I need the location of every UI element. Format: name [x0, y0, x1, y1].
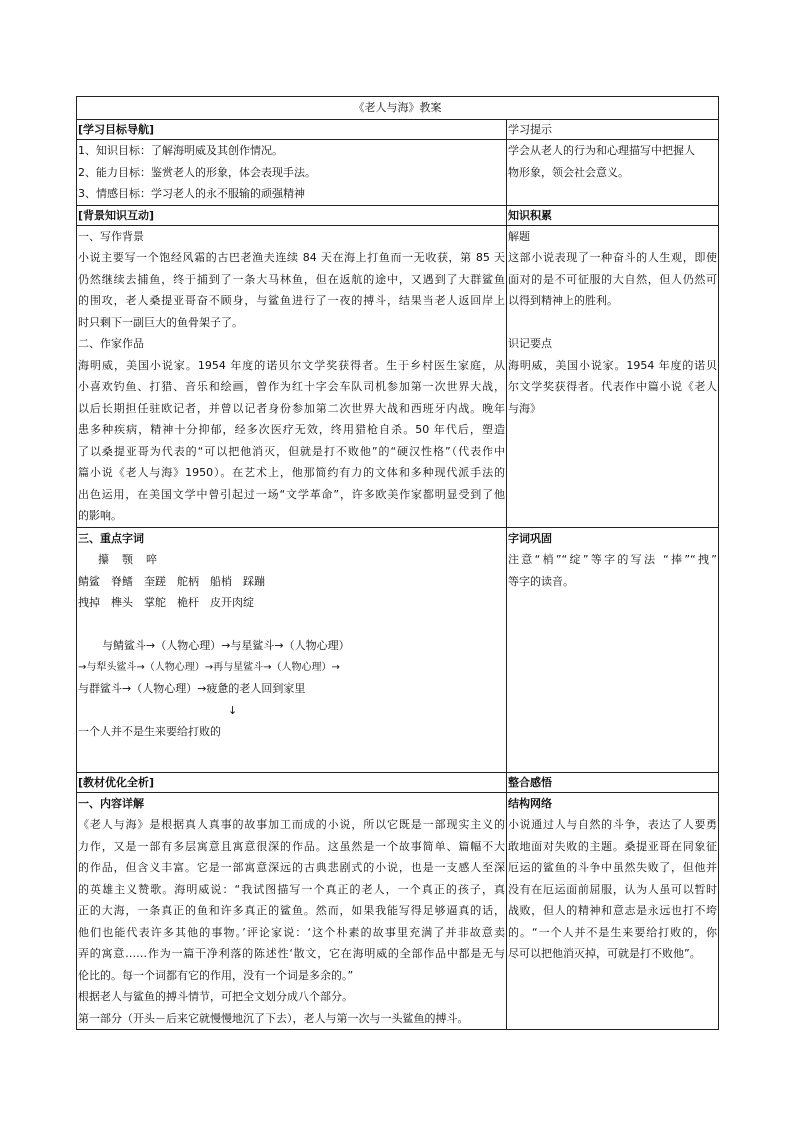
knowledge-line: 识记要点	[508, 337, 552, 350]
learning-tips-header: 学习提示	[507, 120, 719, 140]
key-words-cell	[77, 527, 507, 772]
learning-tips-cell	[507, 140, 719, 206]
content-analysis-cell	[77, 792, 507, 1030]
structure-line: 没有在厄运面前屈服，认为人虽可以暂时	[508, 882, 717, 896]
structure-cell	[507, 792, 719, 1030]
tip-line: 物形象，领会社会意义。	[508, 165, 629, 179]
word-review-cell	[507, 527, 719, 772]
lesson-plan-document	[76, 96, 718, 1030]
down-arrow-icon: ↓	[228, 703, 238, 717]
analysis-line: 根据老人与鲨鱼的搏斗情节，可把全文划分成八个部分。	[78, 990, 353, 1003]
analysis-line: 他们也能代表许多其他的事物。’评论家说：‘这个朴素的故事里充满了并非故意卖	[78, 925, 505, 939]
goal-line: 3、情感目标：学习老人的永不服输的顽强精神	[78, 187, 305, 200]
plot-flow	[78, 635, 505, 743]
word-line: 鲭鲨 脊鳍 奎蹉 舵柄 船梢 踩蹦	[78, 574, 265, 588]
learning-goals-cell	[77, 140, 507, 206]
section-3-row	[77, 527, 719, 772]
word-line: 攥 颚 啐	[98, 553, 158, 566]
background-line: 仍然继续去捕鱼，终于捕到了一条大马林鱼，但在返航的途中，又遇到了大群鲨鱼	[78, 272, 505, 286]
background-line: 小说主要写一个饱经风霜的古巴老渔夫连续 84 天在海上打鱼而一无收获，第 85 天	[78, 251, 505, 264]
analysis-line: 正的大海，一条真正的鱼和许多真正的鲨鱼。然而，如果我能写得足够逼真的话，	[78, 904, 505, 917]
background-line: 一、写作背景	[78, 229, 144, 243]
structure-line: 战败，但人的精神和意志是永远也打不垮	[508, 904, 717, 917]
analysis-line: 力作，又是一部有多层寓意且寓意很深的作品。这虽然是一个故事简单、篇幅不大	[78, 839, 505, 853]
knowledge-line: 解题	[508, 229, 530, 243]
flow-line: →与犁头鲨斗→（人物心理）→再与星鲨斗→（人物心理）→	[78, 661, 340, 673]
background-line: 小喜欢钓鱼、打猎、音乐和绘画，曾作为红十字会车队司机参加第一次世界大战，	[78, 380, 505, 393]
flow-line: 一个人并不是生来要给打败的	[78, 725, 221, 738]
background-line: 以后长期担任驻欧记者，并曾以记者身份参加第二次世界大战和西班牙内战。晚年	[78, 401, 505, 415]
analysis-line: 第一部分（开头－后来它就慢慢地沉了下去），老人与第一次与一头鲨鱼的搏斗。	[78, 1011, 469, 1025]
knowledge-line: 面对的是不可征服的大自然，但人仍然可	[508, 272, 717, 286]
background-line: 的围攻，老人桑提亚哥奋不顾身，与鲨鱼进行了一夜的搏斗，结果当老人返回岸上	[78, 294, 505, 307]
section-4-header-row	[77, 772, 719, 792]
analysis-line: 《老人与海》是根据真人真事的故事加工而成的小说，所以它既是一部现实主义的	[78, 818, 505, 831]
knowledge-line: 以得到精神上的胜利。	[508, 294, 618, 307]
section-1-header-row	[77, 120, 719, 140]
structure-line: 敢地面对失败的主题。桑提亚哥在同象征	[508, 839, 717, 853]
key-words-header: 三、重点字词	[78, 531, 144, 545]
lesson-plan-table	[76, 96, 719, 1030]
word-review-line: 等字的读音。	[508, 574, 574, 588]
background-header: [背景知识互动]	[77, 205, 507, 225]
background-line: 了以桑提亚哥为代表的“可以把他消灭，但就是打不败他”的“硬汉性格”（代表作中	[78, 444, 505, 458]
section-1-body-row	[77, 140, 719, 206]
structure-subheader: 结构网络	[508, 796, 552, 810]
document-title: 《老人与海》教案	[77, 97, 719, 120]
knowledge-line: 海明威，美国小说家。1954 年度的诺贝	[508, 358, 717, 372]
analysis-line: 伦比的。每一个词都有它的作用，没有一个词是多余的。”	[78, 968, 354, 982]
background-line: 海明威，美国小说家。1954 年度的诺贝尔文学奖获得者。生于乡村医生家庭，从	[78, 358, 505, 372]
background-line: 二、作家作品	[78, 337, 144, 350]
structure-line: 小说通过人与自然的斗争，表达了人要勇	[508, 818, 717, 831]
section-2-header-row	[77, 205, 719, 225]
analysis-line: 弄的寓意……作为一篇干净利落的陈述性‘散文，它在海明威的全部作品中都是无与	[78, 947, 505, 960]
knowledge-line: 这部小说表现了一种奋斗的人生观，即使	[508, 251, 717, 264]
content-subheader: 一、内容详解	[78, 796, 144, 810]
knowledge-header: 知识积累	[507, 205, 719, 225]
structure-line: 厄运的鲨鱼的斗争中虽然失败了，但他并	[508, 861, 717, 874]
title-row	[77, 97, 719, 120]
background-line: 篇小说《老人与海》1950）。在艺术上，他那简约有力的文体和多种现代派手法的	[78, 466, 505, 479]
background-cell	[77, 225, 507, 527]
word-line: 拽掉 榫头 掌舵 桅杆 皮开肉绽	[78, 596, 254, 609]
knowledge-line: 尔文学奖获得者。代表作中篇小说《老人	[508, 380, 717, 393]
background-line: 出色运用，在美国文学中曾引起过一场“文学革命”，许多欧美作家都明显受到了他	[78, 487, 505, 501]
analysis-line: 的英雄主义赞歌。海明威说：“我试图描写一个真正的老人，一个真正的孩子，真	[78, 882, 505, 896]
analysis-header: [教材优化全析]	[77, 772, 507, 792]
section-4-body-row	[77, 792, 719, 1030]
structure-line: 的。“一个人并不是生来要给打败的，你	[508, 925, 717, 939]
goal-line: 1、知识目标：了解海明威及其创作情况。	[78, 144, 283, 157]
knowledge-line: 与海》	[508, 401, 541, 415]
synthesis-header: 整合感悟	[507, 772, 719, 792]
goal-line: 2、能力目标：鉴赏老人的形象，体会表现手法。	[78, 165, 316, 179]
knowledge-spacer	[508, 312, 717, 334]
tip-line: 学会从老人的行为和心理描写中把握人	[508, 144, 695, 157]
background-line: 时只剩下一副巨大的鱼骨架子了。	[78, 315, 243, 329]
flow-line: 与群鲨斗→（人物心理）→疲惫的老人回到家里	[78, 682, 306, 695]
section-2-body-row	[77, 225, 719, 527]
knowledge-cell	[507, 225, 719, 527]
flow-spacer	[78, 614, 505, 636]
background-line: 患多种疾病，精神十分抑郁，经多次医疗无效，终用猎枪自杀。50 年代后，塑造	[78, 423, 505, 436]
structure-line: 尽可以把他消灭掉，可就是打不败他”。	[508, 947, 701, 960]
word-review-line: 注意“梢”“绽”等字的写法 “捧”“拽”	[508, 553, 717, 566]
background-line: 的影响。	[78, 509, 122, 522]
flow-line: 与鲭鲨斗→（人物心理）→与星鲨斗→（人物心理）	[102, 639, 350, 652]
analysis-line: 的作品，但含义丰富。它是一部寓意深远的古典悲剧式的小说，也是一支感人至深	[78, 861, 505, 874]
word-review-header: 字词巩固	[508, 531, 552, 545]
learning-goals-header: [学习目标导航]	[77, 120, 507, 140]
